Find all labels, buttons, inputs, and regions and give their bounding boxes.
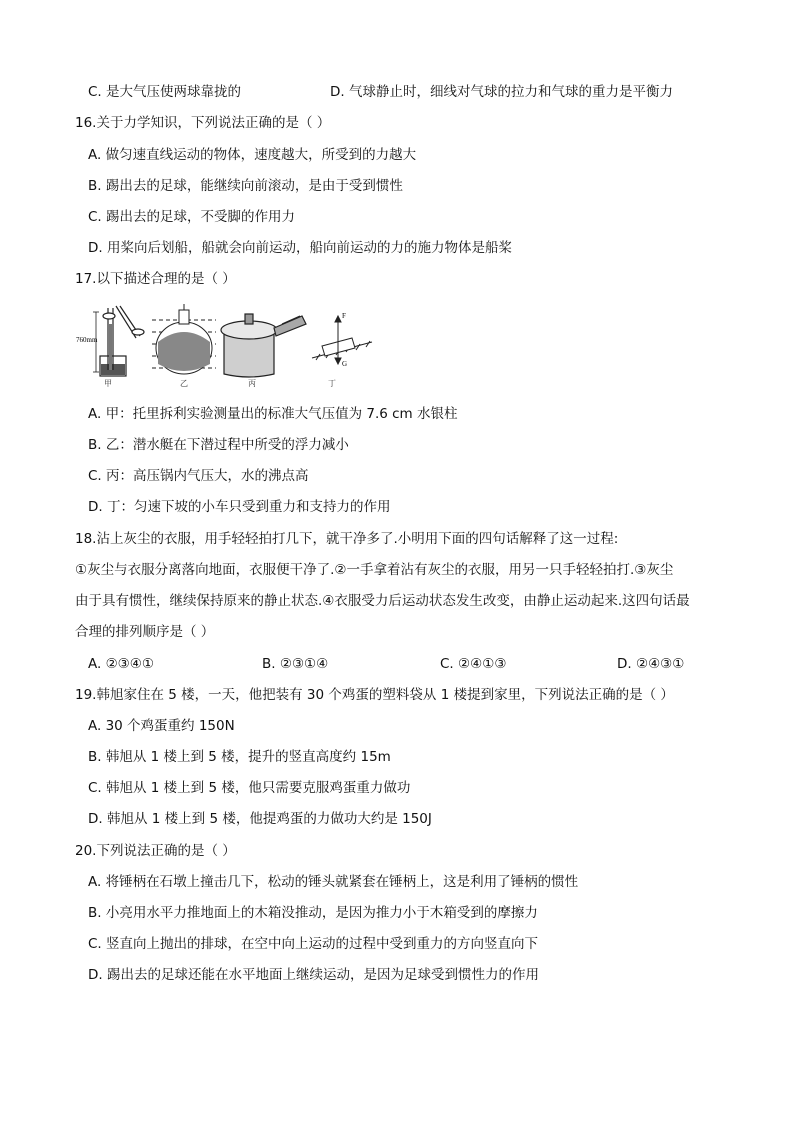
q18-option-a: A. ②③④① [88,656,154,672]
q17-option-d: D. 丁：匀速下坡的小车只受到重力和支持力的作用 [88,499,391,515]
q19-option-a: A. 30 个鸡蛋重约 150N [88,718,235,734]
torricelli-height-label: 760mm [76,336,98,344]
q19-option-b: B. 韩旭从 1 楼上到 5 楼，提升的竖直高度约 15m [88,749,391,765]
q18-option-d: D. ②④③① [617,656,685,672]
q20-option-a: A. 将锤柄在石墩上撞击几下，松动的锤头就紧套在锤柄上，这是利用了锤柄的惯性 [88,874,579,890]
q18-stem-line1: 18.沾上灰尘的衣服，用手轻轻拍打几下，就干净多了.小明用下面的四句话解释了这一过程: [75,531,619,547]
q15-option-c: C. 是大气压使两球靠拢的 [88,84,242,100]
q17-figure [76,302,376,388]
q16-option-d: D. 用桨向后划船，船就会向前运动，船向前运动的力的施力物体是船桨 [88,240,512,256]
q19-stem: 19.韩旭家住在 5 楼，一天，他把装有 30 个鸡蛋的塑料袋从 1 楼提到家里，下列说法正确的是（ ） [75,687,674,703]
q17-figure-svg [76,302,376,388]
force-g-label: G [342,360,348,368]
q20-option-d: D. 踢出去的足球还能在水平地面上继续运动，是因为足球受到惯性力的作用 [88,967,539,983]
q15-option-d: D. 气球静止时，细线对气球的拉力和气球的重力是平衡力 [330,84,673,100]
q17-option-a: A. 甲：托里拆利实验测量出的标准大气压值为 7.6 cm 水银柱 [88,406,458,422]
figure-label-ding: 丁 [328,379,336,388]
figure-label-yi: 乙 [180,379,188,388]
q20-option-b: B. 小亮用水平力推地面上的木箱没推动，是因为推力小于木箱受到的摩擦力 [88,905,538,921]
q18-stem-line3: 由于具有惯性，继续保持原来的静止状态.④衣服受力后运动状态发生改变，由静止运动起来.这四句话最 [75,593,690,609]
q19-option-d: D. 韩旭从 1 楼上到 5 楼，他提鸡蛋的力做功大约是 150J [88,811,432,827]
q20-stem: 20.下列说法正确的是（ ） [75,843,236,859]
q16-option-b: B. 踢出去的足球，能继续向前滚动，是由于受到惯性 [88,178,403,194]
q18-stem-line2: ①灰尘与衣服分离落向地面，衣服便干净了.②一手拿着沾有灰尘的衣服，用另一只手轻轻拍打.③灰尘 [75,562,674,578]
force-f-label: F [342,312,346,320]
figure-label-bing: 丙 [248,379,256,388]
figure-label-jia: 甲 [104,379,112,388]
q16-stem: 16.关于力学知识，下列说法正确的是（ ） [75,115,331,131]
q18-stem-line4: 合理的排列顺序是（ ） [75,624,215,640]
q16-option-c: C. 踢出去的足球，不受脚的作用力 [88,209,296,225]
q19-option-c: C. 韩旭从 1 楼上到 5 楼，他只需要克服鸡蛋重力做功 [88,780,411,796]
submarine-diagram [152,304,216,374]
q17-option-b: B. 乙：潜水艇在下潜过程中所受的浮力减小 [88,437,349,453]
q20-option-c: C. 竖直向上抛出的排球，在空中向上运动的过程中受到重力的方向竖直向下 [88,936,539,952]
q18-option-b: B. ②③①④ [262,656,329,672]
q18-option-c: C. ②④①③ [440,656,507,672]
q17-stem: 17.以下描述合理的是（ ） [75,271,236,287]
q16-option-a: A. 做匀速直线运动的物体，速度越大，所受到的力越大 [88,147,417,163]
q17-option-c: C. 丙：高压锅内气压大，水的沸点高 [88,468,309,484]
torricelli-apparatus [93,306,144,376]
incline-cart-diagram [312,316,372,364]
pressure-cooker-diagram [221,314,306,377]
